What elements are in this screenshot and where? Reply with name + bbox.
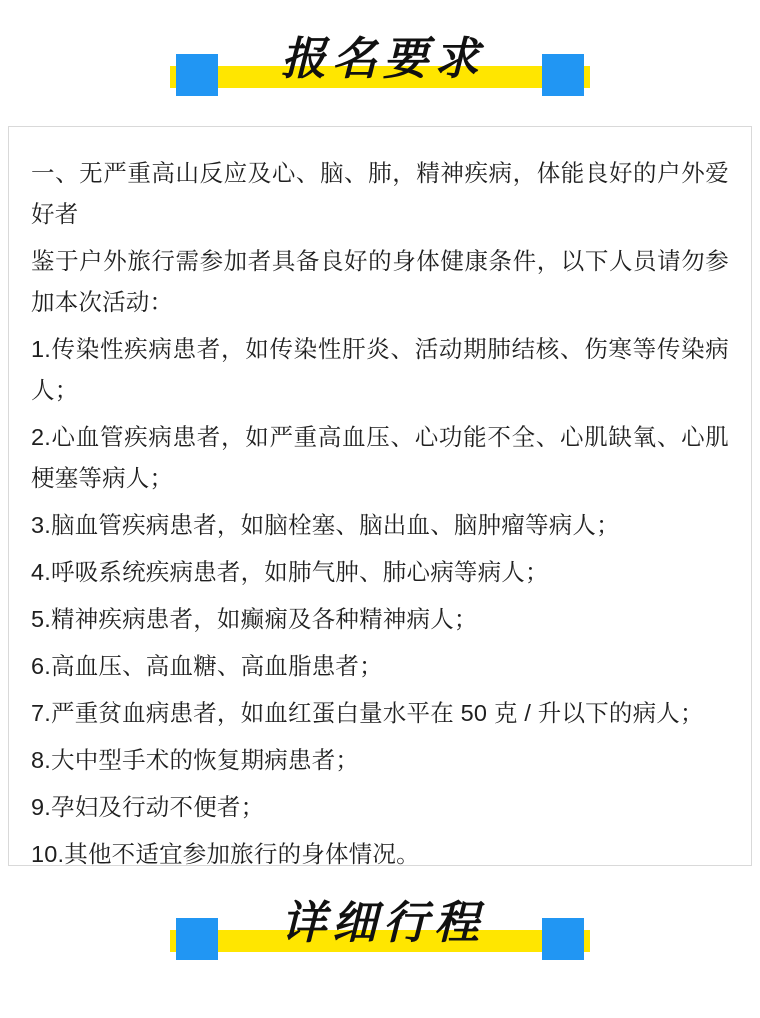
requirement-paragraph: 10.其他不适宜参加旅行的身体情况。 xyxy=(31,841,420,866)
section-heading-requirements xyxy=(0,16,760,102)
requirement-paragraph: 7.严重贫血病患者，如血红蛋白量水平在 50 克 / 升以下的病人； xyxy=(31,700,704,726)
requirement-paragraph: 9.孕妇及行动不便者； xyxy=(31,794,265,820)
blue-square-left-icon xyxy=(176,918,218,960)
banner-graphic-top xyxy=(275,16,485,102)
requirement-paragraph: 6.高血压、高血糖、高血脂患者； xyxy=(31,653,383,679)
requirement-paragraph: 2.心血管疾病患者，如严重高血压、心功能不全、心肌缺氧、心肌梗塞等病人； xyxy=(31,424,729,491)
requirement-paragraph: 8.大中型手术的恢复期病患者； xyxy=(31,747,360,773)
section-heading-itinerary xyxy=(0,880,760,966)
requirement-paragraph: 一、无严重高山反应及心、脑、肺，精神疾病，体能良好的户外爱好者 xyxy=(31,160,729,227)
requirement-paragraph: 5.精神疾病患者，如癫痫及各种精神病人； xyxy=(31,606,478,632)
section-title-text: 报名要求 xyxy=(280,33,485,84)
blue-square-left-icon xyxy=(176,54,218,96)
banner-graphic-bottom xyxy=(275,880,485,966)
requirement-paragraph: 3.脑血管疾病患者，如脑栓塞、脑出血、脑肿瘤等病人； xyxy=(31,512,620,538)
blue-square-right-icon xyxy=(542,54,584,96)
requirement-paragraph: 鉴于户外旅行需参加者具备良好的身体健康条件，以下人员请勿参加本次活动： xyxy=(31,248,729,315)
requirements-content-box xyxy=(8,126,752,866)
requirement-paragraph: 4.呼吸系统疾病患者，如肺气肿、肺心病等病人； xyxy=(31,559,549,585)
blue-square-right-icon xyxy=(542,918,584,960)
section-title-text: 详细行程 xyxy=(280,897,485,948)
page-root xyxy=(0,16,760,1018)
requirement-paragraph: 1.传染性疾病患者，如传染性肝炎、活动期肺结核、伤寒等传染病人； xyxy=(31,336,729,403)
